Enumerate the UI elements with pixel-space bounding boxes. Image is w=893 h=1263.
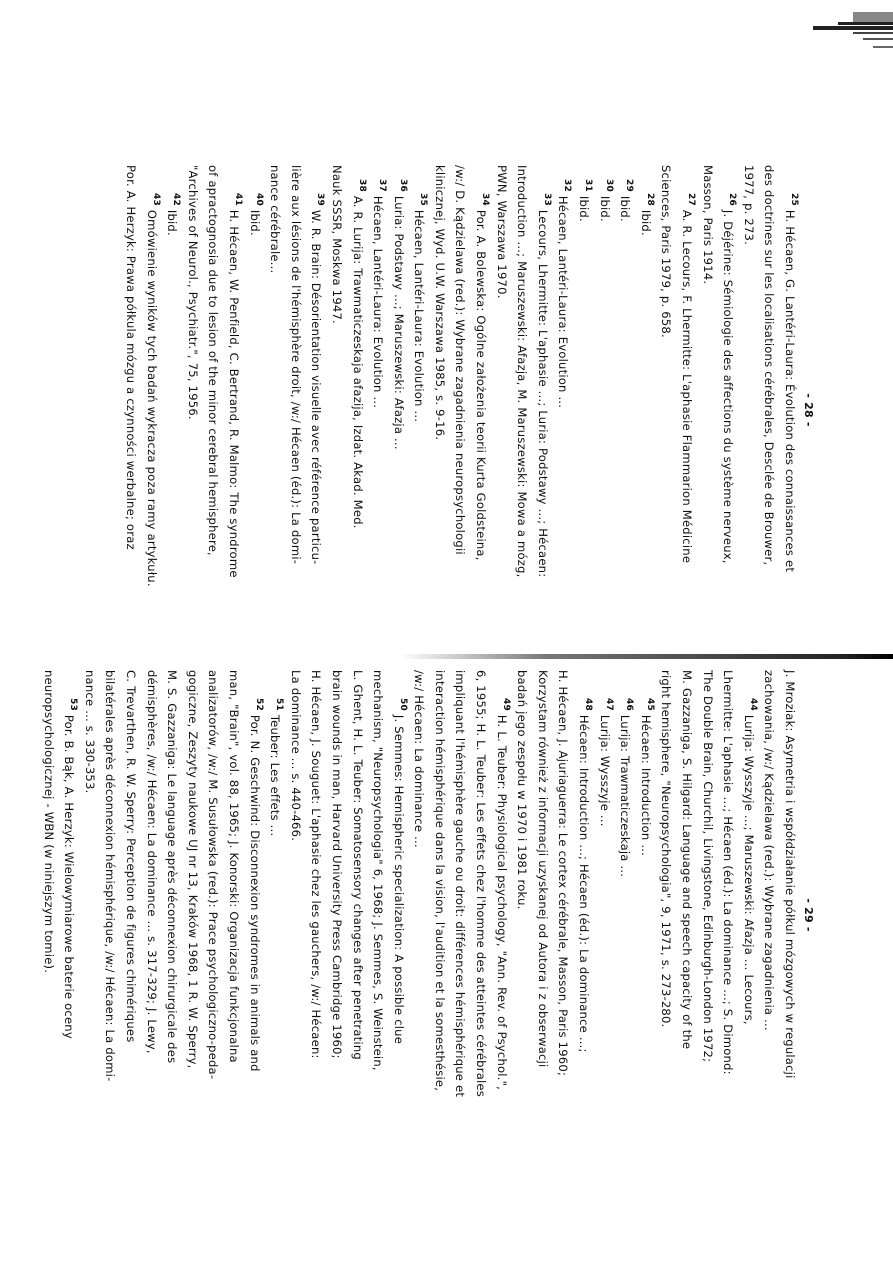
footnote-line	[203, 670, 224, 1160]
footnote-line	[429, 165, 450, 655]
footnote-text: Nauk SSSR, Moskwa 1947.	[329, 165, 344, 324]
footnote-line	[409, 670, 430, 1160]
footnote-number: 26	[727, 193, 738, 206]
footnote-text: Ibid.	[618, 195, 633, 222]
footnote-number: 36	[397, 179, 408, 192]
footnote-line	[347, 670, 368, 1160]
footnote-text: The Double Brain, Churchil, Livingstone, Edinburgh-London 1972;	[700, 670, 715, 1063]
footnote-number: 53	[68, 698, 79, 711]
footnote-number: 40	[253, 193, 264, 206]
footnote-line	[759, 165, 780, 655]
footnote-text: Sciences, Paris 1979, p. 658.	[659, 165, 674, 338]
footnote-line	[306, 165, 327, 655]
footnote-text: Korzystam również z informacji uzyskanej od Autora i z obserwacji	[535, 670, 550, 1068]
footnote-text: A. R. Lurija: Trawmaticzeskaja afazija, Izdat. Akad. Med.	[350, 195, 365, 529]
footnote-line	[285, 165, 306, 655]
footnote-text: C. Trevarthen, R. W. Sperry: Perception de figures chimériques	[124, 670, 138, 1043]
footnote-text: impliquant l'hémisphère gauche ou droit: différences hémisphérique et	[453, 670, 468, 1098]
footnote-line	[182, 670, 203, 1160]
footnote-number: 46	[624, 698, 635, 711]
footnote-line	[223, 670, 244, 1160]
footnote-line	[120, 670, 141, 1160]
footnote-number: 33	[541, 193, 552, 206]
footnote-text: Hécaen, Lantéri-Laura: Evolution ...	[556, 195, 571, 409]
footnote-number: 32	[562, 179, 573, 192]
footnote-line	[553, 670, 574, 1160]
footnote-line	[326, 165, 347, 655]
footnote-text: Ibid.	[597, 195, 612, 222]
footnote-text: M. Gazzaniga, S. Hilgard: Language and speech capacity of the	[680, 670, 695, 1050]
footnote-line	[573, 165, 594, 655]
footnote-text: Luria: Podstawy ...; Maruszewski: Afazja ...	[391, 195, 406, 450]
footnote-text: interaction hémisphérique dans la vision, l'audition et la somesthésie,	[432, 670, 447, 1092]
footnote-text: J. Semmes: Hemispheric specialization: A possible clue	[391, 714, 406, 1045]
footnote-text: Por. A. Herzyk: Prawa półkula mózgu a czynności werbalne; oraz	[124, 165, 138, 550]
footnote-line	[306, 670, 327, 1160]
footnote-line	[388, 670, 409, 1160]
footnote-line	[512, 670, 533, 1160]
footnote-text: Lecours, Lhermitte: L'aphasie ...; Luria: Podstawy ...; Hécaen:	[535, 209, 550, 578]
footnote-line	[79, 670, 100, 1160]
footnote-line	[244, 670, 265, 1160]
footnote-line	[59, 670, 80, 1160]
footnote-text: brain wounds in man, Harvard University Press Cambridge 1960;	[329, 670, 344, 1059]
footnote-text: Masson, Paris 1914.	[700, 165, 715, 285]
footnote-number: 43	[150, 193, 161, 206]
footnote-number: 47	[603, 698, 614, 711]
footnote-number: 49	[500, 698, 511, 711]
footnote-line	[512, 165, 533, 655]
footnote-line	[573, 670, 594, 1160]
footnote-line	[100, 670, 121, 1160]
footnote-text: Omówienie wyników tych badań wykracza poza ramy artykułu.	[144, 209, 159, 587]
footnote-line	[718, 670, 739, 1160]
footnote-text: PWN, Warszawa 1970.	[494, 165, 509, 299]
footnote-text: des doctrines sur les localisations cérébrales, Desclée de Brouwer,	[762, 165, 777, 566]
footnote-text: Por. N. Geschwind: Disconnexion syndromes in animals and	[247, 714, 262, 1072]
footnote-number: 50	[397, 698, 408, 711]
footnote-text: La dominance ... s. 440-466.	[288, 670, 303, 842]
footnote-text: Lurija: Trawmaticzeskaja ...	[618, 714, 633, 878]
page-number: - 29 -	[802, 898, 815, 932]
footnote-text: H. Hécaen, J. Ajuriaguerra: Le cortex cérébrale, Masson, Paris 1960;	[556, 670, 571, 1077]
footnote-line	[120, 165, 141, 655]
footnote-text: /w:/ D. Kądzielawa (red.): Wybrane zagadnienia neuropsychologii	[453, 165, 468, 555]
scan-artifact-corner	[813, 12, 893, 62]
footnote-text: Hécaen, Lantéri-Laura: Evolution ...	[412, 209, 427, 423]
footnote-line	[265, 165, 286, 655]
footnote-line	[553, 165, 574, 655]
footnote-text: gogiczne, Zeszyty naukowe UJ nr 13, Kraków 1968, 1 R. W. Sperry,	[185, 670, 200, 1069]
footnote-number: 44	[747, 698, 758, 711]
footnote-line	[594, 670, 615, 1160]
footnote-text: of apractognosia due to lesion of the minor cerebral hemisphere,	[206, 165, 221, 556]
footnote-text: L. Ghent, H. L. Teuber: Somatosensory changes after penetrating	[350, 670, 365, 1060]
footnote-number: 45	[644, 698, 655, 711]
footnote-line	[182, 165, 203, 655]
footnote-text: M. S. Gazzaniga: Le language après déconnexion chirurgicale des	[165, 670, 180, 1064]
footnote-line	[697, 670, 718, 1160]
footnote-line	[656, 670, 677, 1160]
footnote-text: A. R. Lecours, F. Lhermitte: L'aphasie Flammarion Médicine	[680, 209, 695, 564]
footnote-line	[265, 670, 286, 1160]
footnote-text: /w:/ Hécaen: La dominance ...	[412, 670, 427, 848]
footnote-line	[471, 165, 492, 655]
footnote-text: démisphères, /w:/ Hécaen: La dominance ... s. 317-329; J. Lewy,	[144, 670, 159, 1054]
footnote-number: 35	[418, 193, 429, 206]
footnote-line	[203, 165, 224, 655]
footnote-number: 25	[789, 193, 799, 206]
footnote-number: 42	[171, 193, 182, 206]
footnote-line	[635, 165, 656, 655]
footnote-text: right hemisphere, "Neuropsychologia", 9, 1971, s. 273-280.	[659, 670, 674, 1028]
footnote-text: H. Hécaen, W. Penfield, C. Bertrand, R. Malmo: The syndrome	[226, 209, 241, 578]
footnote-number: 37	[377, 179, 388, 192]
footnote-line	[347, 165, 368, 655]
footnote-number: 27	[686, 193, 697, 206]
footnote-text: klinicznej, Wyd. U.W. Warszawa 1985, s. 9-16.	[432, 165, 447, 441]
footnote-text: Hécaen, Lantéri-Laura: Evolution ...	[371, 195, 386, 409]
right-page-footnotes	[38, 670, 815, 1160]
footnote-text: H. L. Teuber: Physiological psychology, "Ann. Rev. of Psychol.",	[494, 714, 509, 1091]
footnote-line	[532, 670, 553, 1160]
footnote-text: Por. B. Bąk, A. Herzyk: Wielowymiarowe baterie oceny	[62, 714, 77, 1039]
footnote-number: 29	[624, 179, 635, 192]
footnote-text: mechanism, "Neuropsychologia" 6, 1968; J. Semmes, S. Weinstein,	[371, 670, 386, 1071]
left-page-footnotes	[120, 165, 815, 655]
footnote-line	[368, 670, 389, 1160]
footnote-line	[676, 670, 697, 1160]
footnote-text: 6, 1955; H. L. Teuber: Les effets chez l'homme des atteintes cérébrales	[474, 670, 489, 1097]
footnote-line	[594, 165, 615, 655]
footnote-line	[697, 165, 718, 655]
footnote-text: Lurija: Wysszyje ...	[597, 714, 612, 827]
footnote-text: lière aux lésions de l'hémisphère droit, /w:/ Hécaen (éd.): La domi-	[288, 165, 303, 565]
footnote-line	[368, 165, 389, 655]
footnote-number: 34	[480, 193, 491, 206]
page-number: - 28 -	[802, 393, 815, 427]
footnote-text: Teuber: Les effets ...	[268, 714, 283, 837]
footnote-line	[759, 670, 780, 1160]
footnote-line	[615, 165, 636, 655]
footnote-text: Ibid.	[165, 209, 180, 236]
footnote-text: Ibid.	[577, 195, 592, 222]
footnote-line	[244, 165, 265, 655]
footnote-number: 48	[583, 698, 594, 711]
footnote-number: 41	[232, 193, 243, 206]
footnote-text: W. R. Brain: Désorientation visuelle avec référence particu-	[309, 209, 324, 565]
footnote-number: 31	[583, 179, 594, 192]
footnote-line	[409, 165, 430, 655]
footnote-text: badań jego zespołu w 1970 i 1981 roku.	[515, 670, 530, 910]
footnote-line	[676, 165, 697, 655]
footnote-text: nance cérébrale...	[268, 165, 283, 274]
footnote-text: Lurija: Wysszyje ...; Maruszewski: Afazja ... Lecours,	[741, 714, 756, 1025]
footnote-line	[162, 165, 183, 655]
footnote-text: Lhermitte: L'aphasie ...; Hécaen (éd.): La dominance ...; S. Dimond:	[721, 670, 736, 1075]
footnote-text: J. Mroziak: Asymetria i współdziałanie półkul mózgowych w regulacji	[783, 670, 797, 1079]
footnote-text: neuropsychologicznej - WBN (w niniejszym tomie).	[41, 670, 56, 974]
footnote-text: nance ... s. 330-353.	[82, 670, 97, 794]
footnote-number: 38	[356, 179, 367, 192]
footnote-line	[141, 670, 162, 1160]
footnote-text: 1977, p. 273.	[741, 165, 756, 246]
footnote-text: "Archives of Neurol., Psychiatr.", 75, 1956.	[185, 165, 200, 420]
footnote-line	[491, 165, 512, 655]
footnote-text: zachowania, /w:/ Kądzielawa (red.): Wybrane zagadnienia ...	[762, 670, 777, 1031]
footnote-number: 52	[253, 698, 264, 711]
footnote-text: Por. A. Bolewska: Ogólne założenia teorii Kurta Goldsteina,	[474, 209, 489, 561]
footnote-text: man, "Brain", vol. 88, 1965; J. Konorski: Organizacja funkcjonalna	[226, 670, 241, 1063]
footnote-number: 28	[644, 193, 655, 206]
footnote-line	[38, 670, 59, 1160]
footnote-number: 39	[315, 193, 326, 206]
footnote-lines	[120, 165, 800, 655]
footnote-text: analizatorów, /w:/ M. Susułowska (red.): Prace psychologiczno-peda-	[206, 670, 221, 1080]
footnote-text: Ibid.	[638, 209, 653, 236]
footnote-line	[450, 165, 471, 655]
footnote-number: 30	[603, 179, 614, 192]
footnote-line	[450, 670, 471, 1160]
footnote-text: J. Déjérine: Sémiologie des affections du système nerveux,	[721, 209, 736, 564]
footnote-line	[738, 165, 759, 655]
footnote-lines	[38, 670, 800, 1160]
footnote-line	[429, 670, 450, 1160]
footnote-line	[615, 670, 636, 1160]
footnote-line	[718, 165, 739, 655]
footnote-line	[656, 165, 677, 655]
footnote-text: H. Hécaen, G. Lantéri-Laura: Évolution des connaissances et	[783, 209, 797, 573]
footnote-line	[532, 165, 553, 655]
footnote-line	[326, 670, 347, 1160]
footnote-line	[162, 670, 183, 1160]
footnote-line	[285, 670, 306, 1160]
footnote-line	[141, 165, 162, 655]
footnote-text: Introduction ...; Maruszewski: Afazja, M. Maruszewski: Mowa a mózg,	[515, 165, 530, 578]
footnote-line	[388, 165, 409, 655]
footnote-text: H. Hécaen, J. Souguet: L'aphasie chez les gauchers, /w:/ Hécaen:	[309, 670, 324, 1059]
footnote-line	[223, 165, 244, 655]
footnote-text: Hécaen: Introduction ...	[638, 714, 653, 856]
footnote-line	[491, 670, 512, 1160]
footnote-line	[635, 670, 656, 1160]
footnote-line	[471, 670, 492, 1160]
footnote-number: 51	[274, 698, 285, 711]
footnote-text: Ibid.	[247, 209, 262, 236]
footnote-text: bilatérales après déconnexion hémisphérique, /w:/ Hécaen: La domi-	[103, 670, 118, 1082]
footnote-line	[738, 670, 759, 1160]
footnote-text: Hécaen: Introduction ...; Hécaen (éd.): La dominance ...;	[577, 714, 592, 1053]
